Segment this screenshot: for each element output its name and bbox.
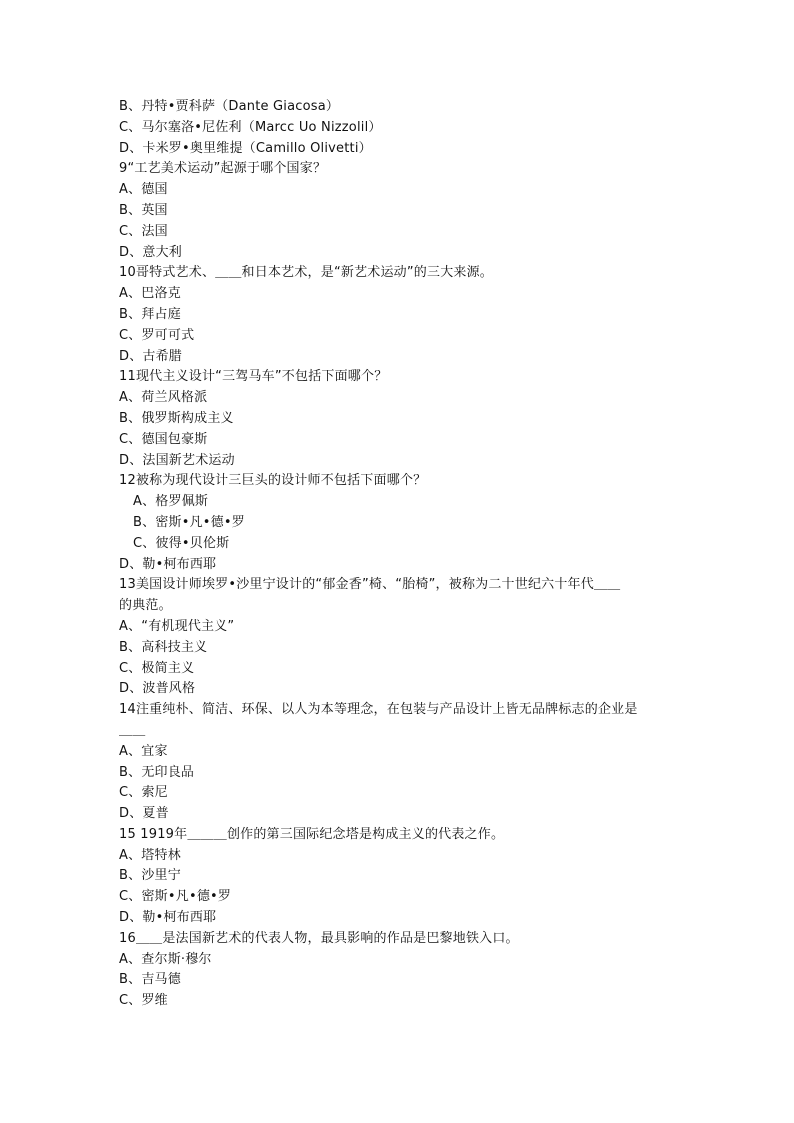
option-a-q13: A、“有机现代主义”: [119, 618, 235, 634]
question-14: 14注重纯朴、简洁、环保、以人为本等理念，在包装与产品设计上皆无品牌标志的企业是: [119, 702, 638, 718]
option-d-q12: D、勒•柯布西耶: [119, 556, 217, 572]
option-d-q11: D、法国新艺术运动: [119, 452, 235, 468]
option-a-q16: A、查尔斯·穆尔: [119, 951, 212, 967]
question-12: 12被称为现代设计三巨头的设计师不包括下面哪个？: [119, 473, 427, 489]
option-c-q12: C、彼得•贝伦斯: [133, 535, 230, 551]
option-c-q14: C、索尼: [119, 785, 168, 801]
option-c-q10: C、罗可可式: [119, 327, 195, 343]
option-b-q11: B、俄罗斯构成主义: [119, 410, 234, 426]
option-b-q15: B、沙里宁: [119, 868, 181, 884]
option-a-q14: A、宜家: [119, 743, 168, 759]
option-d-q15: D、勒•柯布西耶: [119, 910, 217, 926]
option-b-q9: B、英国: [119, 202, 168, 218]
option-a-q9: A、德国: [119, 182, 168, 198]
option-b-q13: B、高科技主义: [119, 639, 208, 655]
option-b-q14: B、无印良品: [119, 764, 195, 780]
question-9: 9“工艺美术运动”起源于哪个国家？: [119, 161, 327, 177]
option-c-q8: C、马尔塞洛•尼佐利（Marcc Uo Nizzolil）: [119, 119, 382, 135]
question-13-continued: 的典范。: [119, 598, 172, 614]
question-13: 13美国设计师埃罗•沙里宁设计的“郁金香”椅、“胎椅”，被称为二十世纪六十年代＿＿: [119, 577, 621, 593]
question-14-continued: ＿＿: [119, 722, 146, 738]
question-16: 16＿＿是法国新艺术的代表人物，最具影响的作品是巴黎地铁入口。: [119, 930, 519, 946]
option-d-q13: D、波普风格: [119, 681, 196, 697]
option-c-q13: C、极简主义: [119, 660, 195, 676]
option-c-q9: C、法国: [119, 223, 168, 239]
option-b-q16: B、吉马德: [119, 972, 181, 988]
question-15: 15 1919年＿＿＿创作的第三国际纪念塔是构成主义的代表之作。: [119, 826, 505, 842]
option-a-q15: A、塔特林: [119, 847, 181, 863]
option-a-q11: A、荷兰风格派: [119, 390, 208, 406]
option-d-q14: D、夏普: [119, 806, 169, 822]
option-a-q12: A、格罗佩斯: [133, 494, 209, 510]
option-b-q12: B、密斯•凡•德•罗: [133, 514, 245, 530]
question-11: 11现代主义设计“三驾马车”不包括下面哪个？: [119, 369, 388, 385]
option-c-q15: C、密斯•凡•德•罗: [119, 889, 232, 905]
option-b-q8: B、丹特•贾科萨（Dante Giacosa）: [119, 99, 340, 114]
option-d-q10: D、古希腊: [119, 348, 183, 364]
option-c-q16: C、罗维: [119, 993, 168, 1009]
option-c-q11: C、德国包豪斯: [119, 431, 208, 447]
option-a-q10: A、巴洛克: [119, 286, 181, 302]
question-10: 10哥特式艺术、＿＿和日本艺术，是“新艺术运动”的三大来源。: [119, 265, 494, 281]
option-d-q8: D、卡米罗•奥里维提（Camillo Olivetti）: [119, 140, 372, 156]
option-b-q10: B、拜占庭: [119, 306, 181, 322]
option-d-q9: D、意大利: [119, 244, 183, 260]
document-page: [119, 97, 679, 1012]
